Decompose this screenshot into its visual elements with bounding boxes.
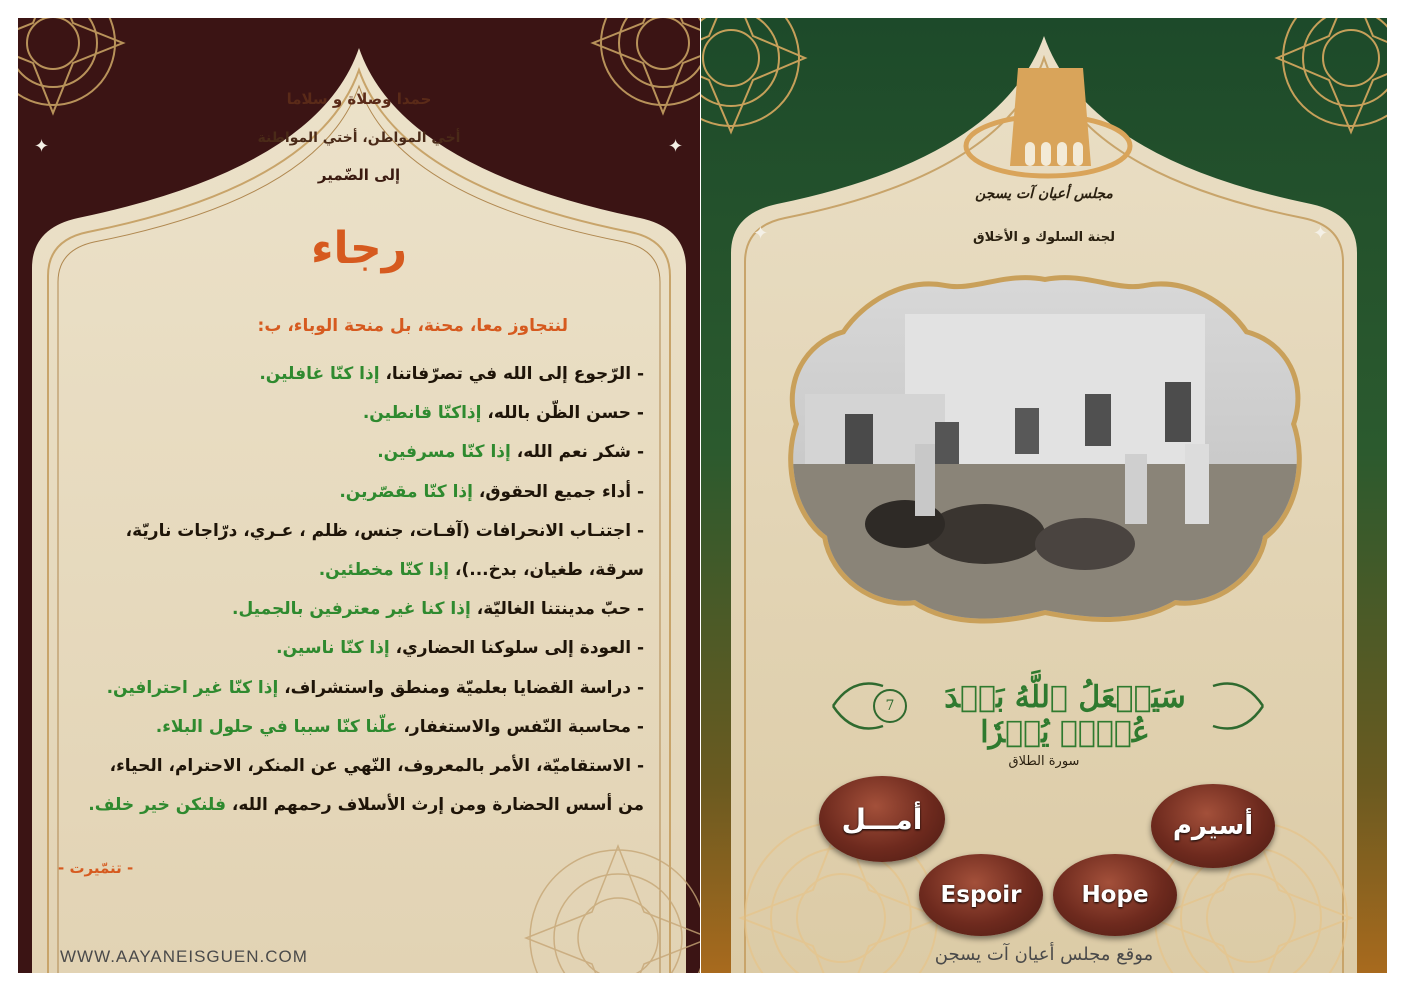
list-item	[88, 795, 644, 815]
verse-number-badge: 7	[873, 689, 907, 723]
website-url[interactable]: WWW.AAYANEISGUEN.COM	[60, 947, 308, 966]
list-item-accent: إذا كنّا مسرفين.	[377, 442, 511, 463]
rosette-bottom-right	[518, 838, 700, 973]
rosette-top-left	[701, 18, 811, 138]
list-item-text: سرقة، طغيان، بدخ...)،	[449, 560, 644, 580]
list-item-accent: إذا كنّا غير احترافين.	[106, 677, 279, 698]
list-item-accent: إذا كنّا مقصّرين.	[339, 481, 473, 502]
list-item-text: - الاستقاميّة، الأمر بالمعروف، النّهي عن المنكر، الاحترام، الحياء،	[109, 756, 644, 776]
list-item	[126, 521, 644, 541]
list-item-accent: إذا كنّا مخطئين.	[318, 560, 450, 580]
surah-name: سورة الطلاق	[1008, 754, 1080, 769]
list-item	[110, 756, 644, 776]
list-item	[377, 442, 644, 462]
list-item	[156, 717, 644, 737]
list-item-accent: علّنا كنّا سببا في حلول البلاء.	[155, 716, 398, 737]
left-flyer-panel	[18, 18, 700, 973]
list-item	[232, 599, 644, 619]
list-item-text: - حسن الظّن بالله،	[481, 403, 644, 424]
sparkle-star: ✦	[753, 223, 769, 244]
rosette-top-right	[1271, 18, 1387, 138]
historic-photo-frame	[785, 274, 1305, 634]
list-item	[339, 482, 644, 502]
word-espoir: Espoir	[919, 854, 1043, 936]
list-item-text: - الرّجوع إلى الله في تصرّفاتنا،	[379, 364, 644, 384]
list-item-accent: إذاكنّا قانطين.	[362, 403, 482, 424]
council-logo	[963, 46, 1133, 186]
quran-verse: سَيَجۡعَلُ ٱللَّهُ بَعۡدَ عُسۡرٖ يُسۡرٗا	[944, 680, 1186, 750]
list-item-text: - حبّ مدينتنا الغاليّة،	[470, 599, 644, 620]
list-item-text: - العودة إلى سلوكنا الحضاري،	[389, 638, 644, 659]
list-item	[363, 403, 644, 423]
word-asirem: أسيرم	[1151, 784, 1275, 868]
right-flyer-panel	[701, 18, 1387, 973]
list-item	[259, 364, 644, 384]
list-item-accent: إذا كنا غير معترفين بالجميل.	[232, 599, 471, 620]
signature: - تنمّيرت -	[58, 859, 134, 877]
logo-caption: مجلس أعيان آت يسجن	[975, 186, 1113, 202]
list-item-text: - اجتنـاب الانحرافات (آفـات، جنس، ظلم ، عـري، درّاجات ناريّة،	[125, 520, 644, 541]
list-item	[276, 638, 644, 658]
sparkle-star: ✦	[34, 136, 50, 157]
list-item-text: - محاسبة النّفس والاستغفار،	[397, 716, 644, 737]
list-item-text: - دراسة القضايا بعلميّة ومنطق واستشراف،	[278, 677, 644, 698]
list-item	[319, 560, 644, 580]
list-item	[107, 678, 644, 698]
list-item-accent: إذا كنّا ناسين.	[276, 638, 390, 659]
list-item-accent: فلنكن خير خلف.	[88, 795, 226, 816]
list-item-text: - شكر نعم الله،	[510, 442, 644, 463]
addressee-line: أخي المواطن، أختي المواطنة	[257, 130, 461, 146]
list-item-text: - أداء جميع الحقوق،	[472, 481, 644, 502]
conscience-line: إلى الضّمير	[317, 166, 401, 184]
word-hope: Hope	[1053, 854, 1177, 936]
list-item-text: من أسس الحضارة ومن إرث الأسلاف رحمهم الله،	[225, 795, 644, 816]
greeting-header: حمدا وصلاة و سلاما	[286, 90, 432, 108]
subtitle: لنتجاوز معا، محنة، بل منحة الوباء، ب:	[257, 316, 568, 336]
sparkle-star: ✦	[668, 136, 684, 157]
site-caption: موقع مجلس أعيان آت يسجن	[934, 944, 1154, 965]
sparkle-star: ✦	[1313, 223, 1329, 244]
list-item-accent: إذا كنّا غافلين.	[259, 364, 380, 384]
committee-name: لجنة السلوك و الأخلاق	[972, 230, 1116, 245]
page-title: رجاء	[310, 223, 408, 274]
word-amal: أمـــل	[819, 776, 945, 862]
